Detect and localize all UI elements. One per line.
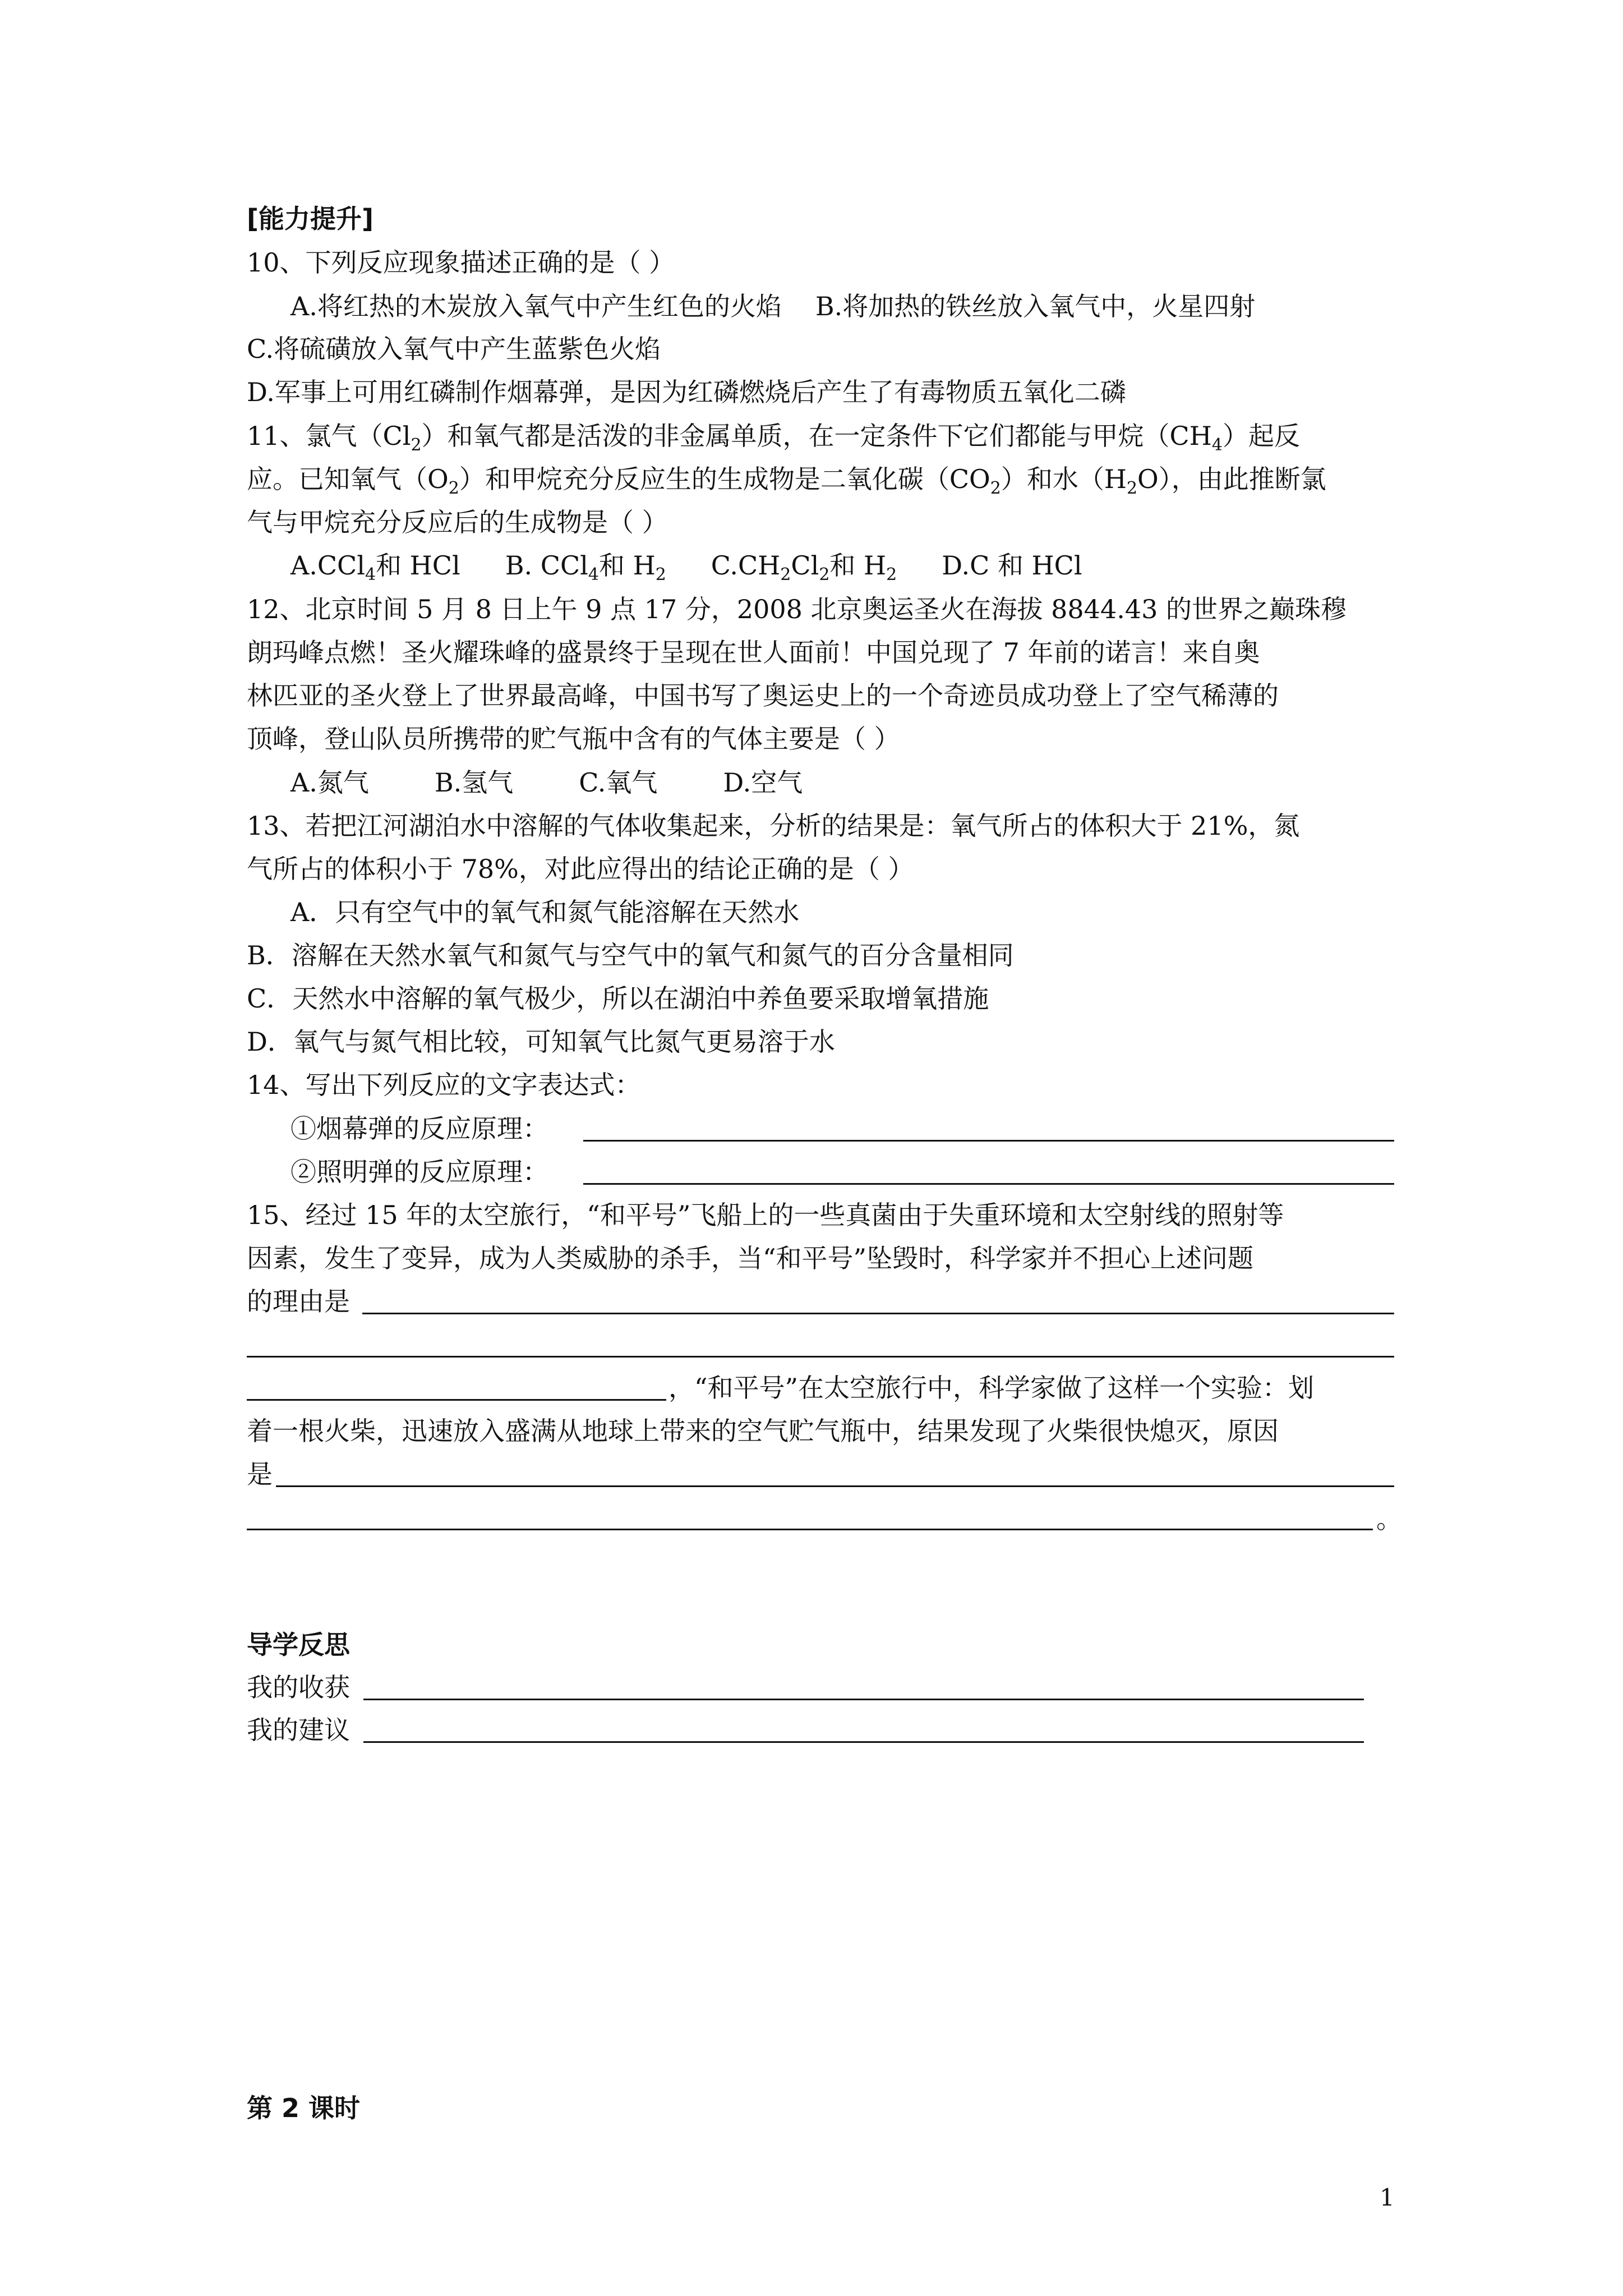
question-10-option-d: D.军事上可用红磷制作烟幕弹，是因为红磷燃烧后产生了有毒物质五氧化二磷 — [247, 377, 1126, 407]
section-title: [能力提升] — [247, 204, 374, 234]
question-14-item-1: ①烟幕弹的反应原理： — [291, 1114, 548, 1144]
question-13-option-c: C．天然水中溶解的氧气极少，所以在湖泊中养鱼要采取增氧措施 — [247, 983, 989, 1014]
answer-line-15-2[interactable] — [247, 1356, 1394, 1358]
q11-subscript: 2 — [448, 478, 459, 499]
next-section-title: 第 2 课时 — [247, 2093, 361, 2123]
page-number: 1 — [1380, 2184, 1395, 2211]
question-15-line-2: 因素，发生了变异，成为人类威胁的杀手，当“和平号”坠毁时，科学家并不担心上述问题 — [247, 1243, 1254, 1273]
question-11-option-b: B. CCl$_4$和 $H_2$ — [505, 550, 666, 585]
question-11-line-1 — [247, 420, 1300, 455]
question-12-line-4: 顶峰，登山队员所携带的贮气瓶中含有的气体主要是（ ） — [247, 724, 900, 754]
reflection-gain-line[interactable] — [363, 1699, 1364, 1700]
reflection-gain-label: 我的收获 — [247, 1672, 350, 1703]
answer-line-15-3[interactable] — [247, 1399, 666, 1401]
question-15-line-5: ，“和平号”在太空旅行中，科学家做了这样一个实验：划 — [668, 1373, 1315, 1403]
q11-text: ）和水（H — [1000, 464, 1127, 494]
question-13-option-b: B．溶解在天然水氧气和氮气与空气中的氧气和氮气的百分含量相同 — [247, 940, 1014, 970]
answer-line-15-4[interactable] — [276, 1485, 1394, 1487]
question-11-option-d: D.C 和 HCl — [942, 550, 1082, 581]
q11-subscript: 2 — [411, 435, 422, 455]
q11-text: 11、氯气（Cl — [247, 421, 411, 451]
q11-text: ）和氧气都是活泼的非金属单质，在一定条件下它们都能与甲烷（CH — [421, 421, 1212, 451]
question-13-option-d: D．氧气与氮气相比较，可知氧气比氮气更易溶于水 — [247, 1027, 835, 1057]
question-10-option-a: A.将红热的木炭放入氧气中产生红色的火焰 — [291, 291, 782, 321]
question-13-option-a: A．只有空气中的氧气和氮气能溶解在天然水 — [291, 897, 800, 927]
q11-text: O），由此推断氯 — [1137, 464, 1326, 494]
question-10-options-ab — [291, 291, 1255, 322]
question-11-options — [291, 550, 1082, 585]
question-14-stem: 14、写出下列反应的文字表达式： — [247, 1070, 641, 1100]
question-11-option-a: A.CCl$_4$和 HCl — [291, 550, 460, 585]
question-12-options: A.氮气 B.氢气 C.氧气 D.空气 — [291, 767, 803, 798]
answer-line-15-1[interactable] — [362, 1313, 1394, 1314]
question-10-stem: 10、下列反应现象描述正确的是（ ） — [247, 247, 675, 278]
question-11-line-3: 气与甲烷充分反应后的生成物是（ ） — [247, 507, 668, 537]
question-14-item-2: ②照明弹的反应原理： — [291, 1157, 548, 1187]
q11-subscript: 2 — [1126, 478, 1138, 499]
q11-text: ）起反 — [1222, 421, 1300, 451]
reflection-suggest-label: 我的建议 — [247, 1715, 350, 1745]
question-13-line-1: 13、若把江河湖泊水中溶解的气体收集起来，分析的结果是：氧气所占的体积大于 21%，氮 — [247, 811, 1300, 841]
answer-line-14-1[interactable] — [583, 1140, 1394, 1142]
question-15-line-6: 着一根火柴，迅速放入盛满从地球上带来的空气贮气瓶中，结果发现了火柴很快熄灭，原因 — [247, 1416, 1279, 1446]
question-15-end-mark: 。 — [1376, 1504, 1402, 1534]
question-12-line-2: 朗玛峰点燃！圣火耀珠峰的盛景终于呈现在世人面前！中国兑现了 7 年前的诺言！来自奥 — [247, 637, 1260, 668]
question-10-option-c: C.将硫磺放入氧气中产生蓝紫色火焰 — [247, 334, 661, 364]
question-15-line-1: 15、经过 15 年的太空旅行，“和平号”飞船上的一些真菌由于失重环境和太空射线的照射等 — [247, 1200, 1284, 1230]
q11-text: ）和甲烷充分反应生的生成物是二氧化碳（CO — [459, 464, 990, 494]
question-11-option-c: $C.CH_2Cl_2$和 $H_2$ — [711, 550, 897, 585]
q11-subscript: 4 — [1211, 435, 1223, 455]
q11-subscript: 2 — [990, 478, 1001, 499]
question-11-line-2 — [247, 463, 1326, 499]
answer-line-15-5[interactable] — [247, 1529, 1373, 1530]
question-13-line-2: 气所占的体积小于 78%，对此应得出的结论正确的是（ ） — [247, 854, 914, 884]
reflection-title: 导学反思 — [247, 1630, 350, 1660]
q11-text: 应。已知氧气（O — [247, 464, 449, 494]
answer-line-14-2[interactable] — [583, 1183, 1394, 1185]
reflection-suggest-line[interactable] — [363, 1741, 1364, 1743]
question-15-line-7: 是 — [247, 1459, 273, 1489]
question-12-line-3: 林匹亚的圣火登上了世界最高峰，中国书写了奥运史上的一个奇迹员成功登上了空气稀薄的 — [247, 680, 1279, 711]
question-15-line-3: 的理由是 — [247, 1286, 350, 1317]
question-10-option-b: B.将加热的铁丝放入氧气中，火星四射 — [815, 291, 1256, 321]
question-12-line-1: 12、北京时间 5 月 8 日上午 9 点 17 分，2008 北京奥运圣火在海拔 8844.43 的世界之巅珠穆 — [247, 594, 1347, 624]
